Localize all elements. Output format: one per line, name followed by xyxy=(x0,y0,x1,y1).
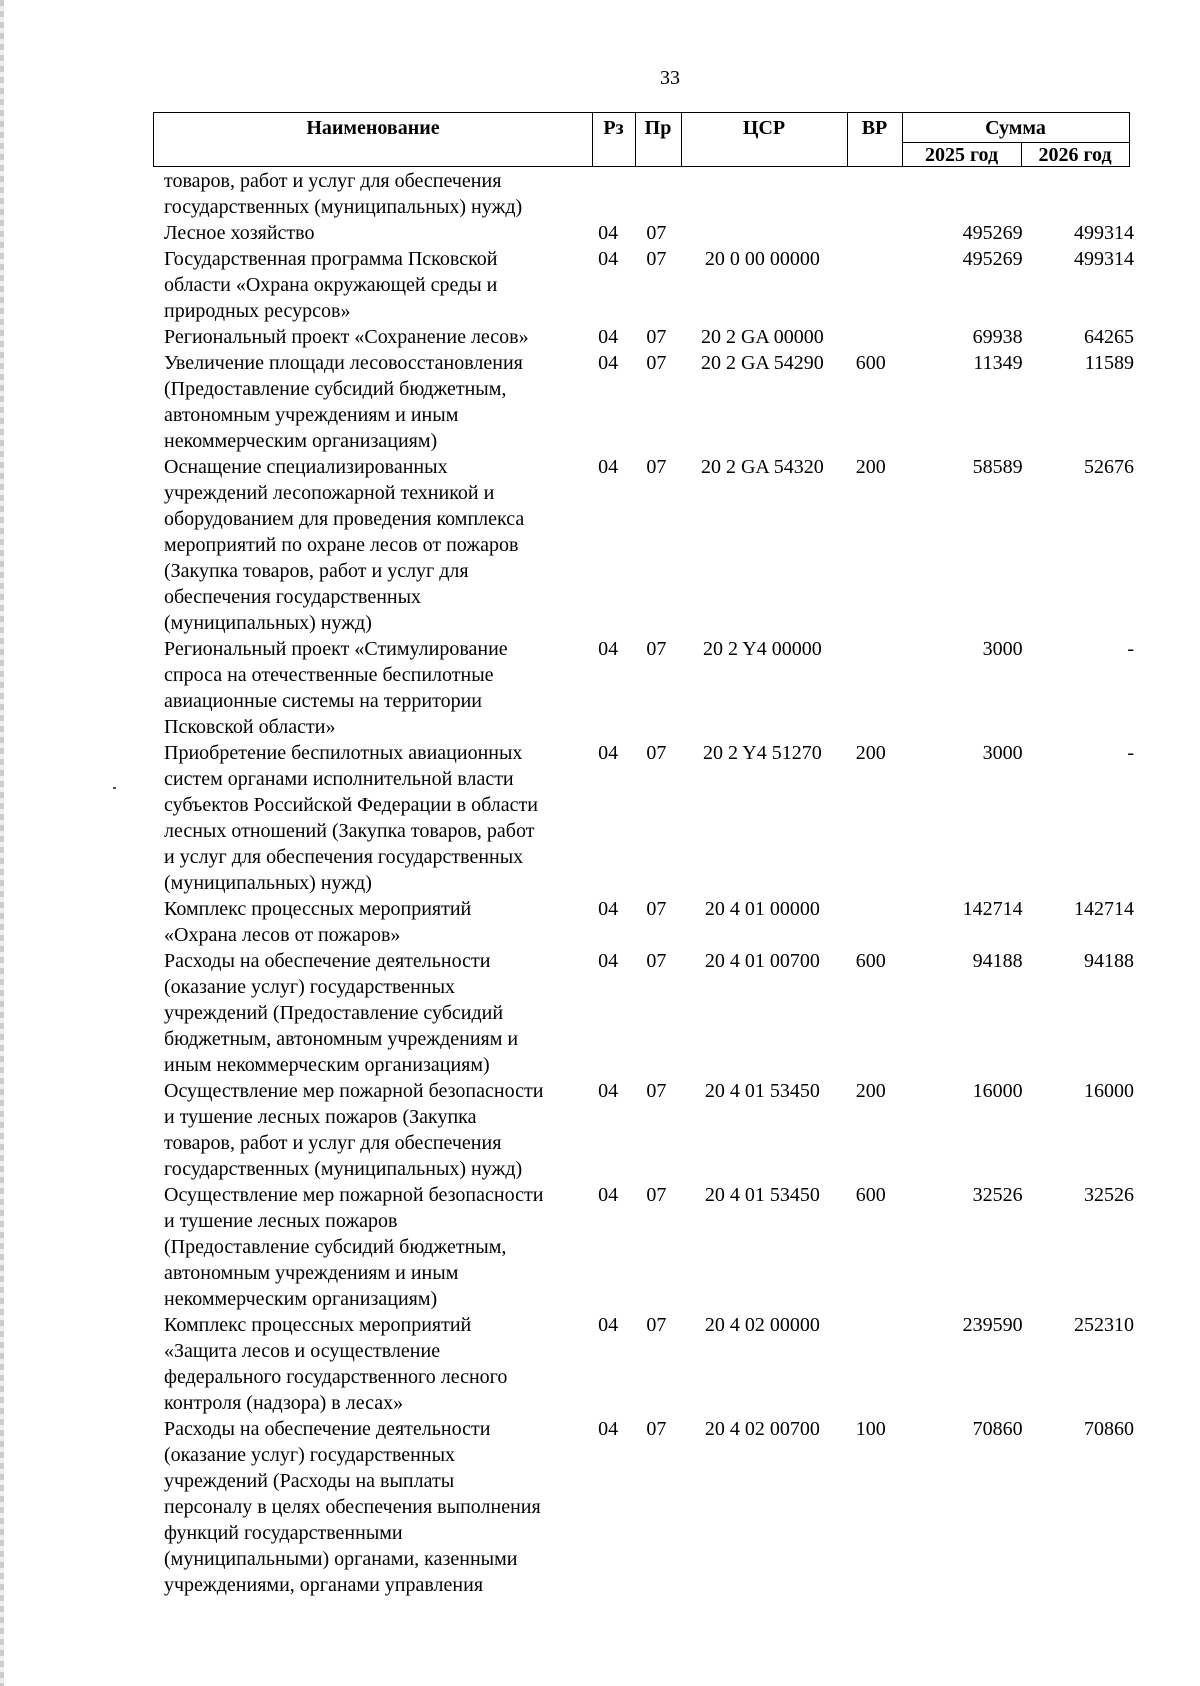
row-pr: 07 xyxy=(646,352,667,374)
row-name-line: «Защита лесов и осуществление xyxy=(164,1340,441,1362)
row-vr: 600 xyxy=(855,352,886,374)
row-pr: 07 xyxy=(646,326,667,348)
row-name-line: государственных (муниципальных) нужд) xyxy=(164,1158,523,1180)
row-rz: 04 xyxy=(598,898,619,920)
row-name xyxy=(164,896,583,948)
row-name xyxy=(164,246,583,324)
row-name-line: учреждений (Расходы на выплаты xyxy=(164,1470,455,1492)
row-name-line: систем органами исполнительной власти xyxy=(164,768,514,790)
row-name-line: Осуществление мер пожарной безопасности xyxy=(164,1184,544,1206)
row-sum-2026: 142714 xyxy=(1074,898,1134,920)
row-vr: 200 xyxy=(855,456,886,478)
row-sum-2026: 52676 xyxy=(1084,456,1134,478)
row-name-line: товаров, работ и услуг для обеспечения xyxy=(164,170,502,192)
table-row xyxy=(164,1078,1134,1182)
table-row xyxy=(164,454,1134,636)
row-pr: 07 xyxy=(646,1184,667,1206)
row-name xyxy=(164,1078,583,1182)
row-name-line: федерального государственного лесного xyxy=(164,1366,508,1388)
row-name-line: некоммерческим организациям) xyxy=(164,430,438,452)
row-name-line: иным некоммерческим организациям) xyxy=(164,1054,490,1076)
table-row xyxy=(164,896,1134,948)
row-csr: 20 2 GA 54290 xyxy=(700,352,824,374)
row-name-line: учреждений лесопожарной техникой и xyxy=(164,482,495,504)
row-rz: 04 xyxy=(598,638,619,660)
row-name xyxy=(164,1312,583,1416)
row-name-line: и услуг для обеспечения государственных xyxy=(164,846,524,868)
row-sum-2026: 94188 xyxy=(1084,950,1134,972)
row-name xyxy=(164,948,583,1078)
row-sum-2025: 94188 xyxy=(972,950,1023,972)
row-rz: 04 xyxy=(598,1184,619,1206)
row-name-line: лесных отношений (Закупка товаров, работ xyxy=(164,820,535,842)
row-sum-2026: 499314 xyxy=(1074,222,1134,244)
row-name xyxy=(164,220,583,246)
header-pr: Пр xyxy=(644,117,672,139)
row-name xyxy=(164,350,583,454)
row-name-line: (Предоставление субсидий бюджетным, xyxy=(164,378,507,400)
row-name-line: Оснащение специализированных xyxy=(164,456,448,478)
row-name-line: (муниципальных) нужд) xyxy=(164,872,372,894)
row-name-line: автономным учреждениям и иным xyxy=(164,1262,459,1284)
row-name-line: функций государственными xyxy=(164,1522,403,1544)
row-pr: 07 xyxy=(646,222,667,244)
table-row xyxy=(164,168,1134,220)
row-sum-2025: 16000 xyxy=(972,1080,1023,1102)
row-sum-2026: 11589 xyxy=(1084,352,1134,374)
row-name-line: Увеличение площади лесовосстановления xyxy=(164,352,523,374)
row-rz: 04 xyxy=(598,326,619,348)
row-name xyxy=(164,324,583,350)
row-name-line: (Предоставление субсидий бюджетным, xyxy=(164,1236,507,1258)
row-csr: 20 4 01 00700 xyxy=(704,950,820,972)
row-vr: 200 xyxy=(855,1080,886,1102)
row-name-line: контроля (надзора) в лесах» xyxy=(164,1392,404,1414)
row-rz: 04 xyxy=(598,222,619,244)
row-sum-2025: 70860 xyxy=(972,1418,1023,1440)
row-sum-2026: 252310 xyxy=(1074,1314,1134,1336)
row-sum-2025: 69938 xyxy=(972,326,1023,348)
row-name-line: (муниципальных) нужд) xyxy=(164,612,372,634)
row-vr: 600 xyxy=(855,1184,886,1206)
page-number: 33 xyxy=(660,67,680,89)
row-csr: 20 2 GA 54320 xyxy=(700,456,824,478)
row-vr: 600 xyxy=(855,950,886,972)
row-pr: 07 xyxy=(646,898,667,920)
row-name-line: Государственная программа Псковской xyxy=(164,248,498,270)
row-pr: 07 xyxy=(646,1314,667,1336)
row-sum-2025: 3000 xyxy=(982,638,1023,660)
row-name-line: авиационные системы на территории xyxy=(164,690,482,712)
table-row xyxy=(164,1312,1134,1416)
row-pr: 07 xyxy=(646,638,667,660)
table-body xyxy=(164,168,1134,1598)
row-sum-2025: 495269 xyxy=(962,248,1023,270)
row-sum-2025: 32526 xyxy=(972,1184,1023,1206)
row-name-line: (оказание услуг) государственных xyxy=(164,1444,456,1466)
row-rz: 04 xyxy=(598,248,619,270)
scan-edge xyxy=(0,0,4,1686)
row-name-line: «Охрана лесов от пожаров» xyxy=(164,924,401,946)
row-sum-2025: 142714 xyxy=(962,898,1023,920)
row-name-line: (муниципальными) органами, казенными xyxy=(164,1548,518,1570)
table-row xyxy=(164,948,1134,1078)
row-name-line: и тушение лесных пожаров xyxy=(164,1210,398,1232)
table-header xyxy=(153,112,1130,167)
row-name-line: товаров, работ и услуг для обеспечения xyxy=(164,1132,502,1154)
row-rz: 04 xyxy=(598,950,619,972)
row-sum-2026: 64265 xyxy=(1084,326,1134,348)
table-row xyxy=(164,636,1134,740)
row-name-line: Комплекс процессных мероприятий xyxy=(164,898,472,920)
row-name-line: учреждениями, органами управления xyxy=(164,1574,484,1596)
row-name-line: области «Охрана окружающей среды и xyxy=(164,274,498,296)
header-csr: ЦСР xyxy=(742,117,786,139)
row-pr: 07 xyxy=(646,248,667,270)
row-sum-2025: 3000 xyxy=(982,742,1023,764)
row-pr: 07 xyxy=(646,1080,667,1102)
row-name-line: (оказание услуг) государственных xyxy=(164,976,456,998)
table-row xyxy=(164,740,1134,896)
row-name-line: учреждений (Предоставление субсидий xyxy=(164,1002,504,1024)
row-csr: 20 4 02 00000 xyxy=(704,1314,820,1336)
row-sum-2026: 32526 xyxy=(1084,1184,1134,1206)
row-name-line: мероприятий по охране лесов от пожаров xyxy=(164,534,519,556)
row-sum-2026: 499314 xyxy=(1074,248,1134,270)
header-rz: Рз xyxy=(603,117,624,139)
row-sum-2025: 11349 xyxy=(973,352,1023,374)
row-name-line: государственных (муниципальных) нужд) xyxy=(164,196,523,218)
header-vr: ВР xyxy=(861,117,888,139)
row-name-line: автономным учреждениям и иным xyxy=(164,404,459,426)
row-csr: 20 4 01 00000 xyxy=(704,898,820,920)
header-year-2026: 2026 год xyxy=(1038,144,1112,166)
row-name-line: (Закупка товаров, работ и услуг для xyxy=(164,560,469,582)
row-vr: 100 xyxy=(855,1418,886,1440)
row-name-line: обеспечения государственных xyxy=(164,586,422,608)
row-name xyxy=(164,454,583,636)
row-name-line: субъектов Российской Федерации в области xyxy=(164,794,538,816)
header-sum: Сумма xyxy=(985,117,1046,139)
row-name-line: Расходы на обеспечение деятельности xyxy=(164,1418,491,1440)
row-name-line: спроса на отечественные беспилотные xyxy=(164,664,494,686)
row-csr: 20 4 01 53450 xyxy=(704,1184,820,1206)
row-name-line: Расходы на обеспечение деятельности xyxy=(164,950,491,972)
row-csr: 20 4 01 53450 xyxy=(704,1080,820,1102)
row-pr: 07 xyxy=(646,950,667,972)
table-row xyxy=(164,220,1134,246)
row-name-line: Лесное хозяйство xyxy=(164,222,315,244)
row-vr: 200 xyxy=(855,742,886,764)
row-name-line: Региональный проект «Сохранение лесов» xyxy=(164,326,529,348)
row-sum-2026: 16000 xyxy=(1084,1080,1134,1102)
row-name-line: персоналу в целях обеспечения выполнения xyxy=(164,1496,541,1518)
row-rz: 04 xyxy=(598,352,619,374)
table-row xyxy=(164,324,1134,350)
row-name-line: природных ресурсов» xyxy=(164,300,351,322)
row-name-line: некоммерческим организациям) xyxy=(164,1288,438,1310)
row-name-line: Псковской области» xyxy=(164,716,336,738)
row-name xyxy=(164,636,583,740)
row-sum-2025: 495269 xyxy=(962,222,1023,244)
row-pr: 07 xyxy=(646,1418,667,1440)
row-pr: 07 xyxy=(646,456,667,478)
row-rz: 04 xyxy=(598,1418,619,1440)
row-sum-2025: 239590 xyxy=(962,1314,1023,1336)
row-name-line: Приобретение беспилотных авиационных xyxy=(164,742,523,764)
row-name xyxy=(164,740,583,896)
row-name-line: и тушение лесных пожаров (Закупка xyxy=(164,1106,477,1128)
row-pr: 07 xyxy=(646,742,667,764)
row-name xyxy=(164,1182,583,1312)
row-rz: 04 xyxy=(598,742,619,764)
header-name: Наименование xyxy=(306,117,440,139)
row-name-line: бюджетным, автономным учреждениям и xyxy=(164,1028,519,1050)
table-row xyxy=(164,246,1134,324)
row-csr: 20 0 00 00000 xyxy=(704,248,820,270)
table-row xyxy=(164,1416,1134,1598)
header-year-2025: 2025 год xyxy=(924,144,999,166)
row-rz: 04 xyxy=(598,1314,619,1336)
row-name-line: оборудованием для проведения комплекса xyxy=(164,508,525,530)
table-row xyxy=(164,1182,1134,1312)
row-csr: 20 2 Y4 51270 xyxy=(703,742,822,764)
row-sum-2025: 58589 xyxy=(972,456,1023,478)
row-name-line: Осуществление мер пожарной безопасности xyxy=(164,1080,544,1102)
row-rz: 04 xyxy=(598,456,619,478)
row-csr: 20 4 02 00700 xyxy=(704,1418,820,1440)
row-name-line: Комплекс процессных мероприятий xyxy=(164,1314,472,1336)
row-csr: 20 2 GA 00000 xyxy=(700,326,824,348)
table-row xyxy=(164,350,1134,454)
row-name xyxy=(164,168,583,220)
row-sum-2026: 70860 xyxy=(1084,1418,1134,1440)
row-name xyxy=(164,1416,583,1598)
row-name-line: Региональный проект «Стимулирование xyxy=(164,638,508,660)
row-sum-2026: - xyxy=(1127,742,1134,764)
row-csr: 20 2 Y4 00000 xyxy=(703,638,822,660)
row-sum-2026: - xyxy=(1127,638,1134,660)
margin-mark xyxy=(113,787,116,789)
row-rz: 04 xyxy=(598,1080,619,1102)
